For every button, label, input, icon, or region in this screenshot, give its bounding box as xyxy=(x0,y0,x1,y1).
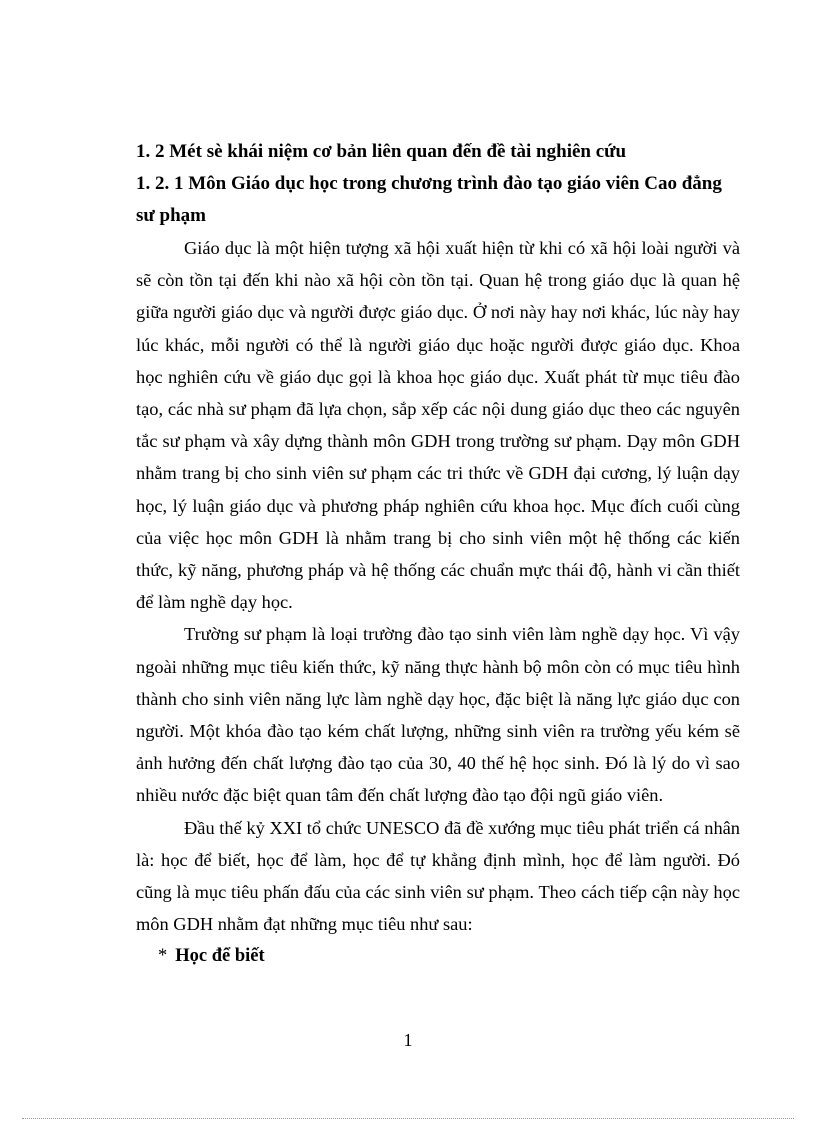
paragraph-2: Trường sư phạm là loại trường đào tạo sinh viên làm nghề dạy học. Vì vậy ngoài những mục tiêu kiến thức, kỹ năng thực hành bộ môn còn có mục tiêu hình thành cho sinh viên năng lực làm nghề dạy học, đặc biệt là năng lực giáo dục con người. Một khóa đào tạo kém chất lượng, những sinh viên ra trường yếu kém sẽ ảnh hưởng đến chất lượng đào tạo của 30, 40 thế hệ học sinh. Đó là lý do vì sao nhiều nước đặc biệt quan tâm đến chất lượng đào tạo đội ngũ giáo viên. xyxy=(136,624,740,806)
bullet-item xyxy=(136,940,740,972)
subsection-heading: 1. 2. 1 Môn Giáo dục học trong chương trình đào tạo giáo viên Cao đẳng sư phạm xyxy=(136,173,722,226)
bullet-star-icon: * xyxy=(158,946,168,967)
paragraph-1: Giáo dục là một hiện tượng xã hội xuất hiện từ khi có xã hội loài người và sẽ còn tồn tại đến khi nào xã hội còn tồn tại. Quan hệ trong giáo dục là quan hệ giữa người giáo dục và người được giáo dục. Ở nơi này hay nơi khác, lúc này hay lúc khác, mỗi người có thể là người giáo dục hoặc người được giáo dục. Khoa học nghiên cứu về giáo dục gọi là khoa học giáo dục. Xuất phát từ mục tiêu đào tạo, các nhà sư phạm đã lựa chọn, sắp xếp các nội dung giáo dục theo các nguyên tắc sư phạm và xây dựng thành môn GDH trong trường sư phạm. Dạy môn GDH nhằm trang bị cho sinh viên sư phạm các tri thức về GDH đại cương, lý luận dạy học, lý luận giáo dục và phương pháp nghiên cứu khoa học. Mục đích cuối cùng của việc học môn GDH là nhằm trang bị cho sinh viên một hệ thống các kiến thức, kỹ năng, phương pháp và hệ thống các chuẩn mực thái độ, hành vi cần thiết để làm nghề dạy học. xyxy=(136,238,740,613)
section-heading: 1. 2 Mét sè khái niệm cơ bản liên quan đến đề tài nghiên cứu xyxy=(136,141,627,162)
page-bottom-divider xyxy=(22,1118,794,1119)
page-number: 1 xyxy=(403,1030,413,1050)
paragraph-3: Đầu thế kỷ XXI tổ chức UNESCO đã đề xướng mục tiêu phát triển cá nhân là: học để biết, học để làm, học để tự khẳng định mình, học để làm người. Đó cũng là mục tiêu phấn đấu của các sinh viên sư phạm. Theo cách tiếp cận này học môn GDH nhằm đạt những mục tiêu như sau: xyxy=(136,817,740,935)
bullet-label: Học để biết xyxy=(175,946,265,967)
page-content xyxy=(136,136,740,972)
